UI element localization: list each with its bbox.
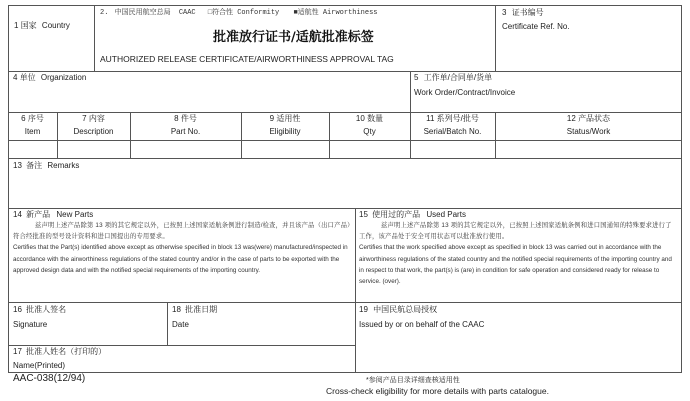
divider-org-workorder <box>410 71 411 112</box>
block-19-label-en: Issued by or on behalf of the CAAC <box>359 320 485 329</box>
block-13-label: 13 备注 Remarks <box>13 161 80 170</box>
date-field[interactable] <box>172 332 350 344</box>
cell-description[interactable] <box>58 141 129 157</box>
printed-name-field[interactable] <box>80 359 350 371</box>
signature-field[interactable] <box>60 318 160 342</box>
col-header-description: 7 内容 Description <box>73 114 114 136</box>
block-18-label-cn: 18 批准日期 <box>172 305 218 314</box>
block-14-statement: 兹声明上述产品除第 13 项的其它规定以外，已按照上述国家适航条例进行制造/检查，并且该产品（出口产品）符合经批准的型号设计资料和进口国提出的专用要求。 Certifies that the Part(s) identified above except as otherwise specified in block 13 was(were) manufactured/inspected in accordance with the airworthiness regulations of the stated country and/or in the case of parts to be exported with the approved design data and with the notified special requirements of the importing country. <box>13 222 351 274</box>
certificate-title-cn: 批准放行证书/适航批准标签 <box>213 30 374 45</box>
block-2-header: 2. 中国民用航空总局 CAAC □符合性 Conformity ■适航性 Airworthiness <box>100 9 378 17</box>
divider-row2 <box>8 112 682 113</box>
divider-block-16-18 <box>167 302 168 345</box>
divider-row1 <box>8 71 682 72</box>
block-16-label-en: Signature <box>13 320 48 329</box>
divider-blocks-14-15-vertical <box>355 208 356 373</box>
cell-serial-batch[interactable] <box>411 141 494 157</box>
form-code: AAC-038(12/94) <box>13 373 86 384</box>
organization-field[interactable] <box>13 86 403 108</box>
block-17-label-en: Name(Printed) <box>13 361 66 370</box>
block-19-label-cn: 19 中国民航总局授权 <box>359 305 438 314</box>
conformity-checkbox[interactable]: □符合性 Conformity <box>207 9 280 17</box>
block-14-label: 14 新产品 New Parts <box>13 210 94 219</box>
cell-eligibility[interactable] <box>242 141 328 157</box>
block-15-label: 15 使用过的产品 Used Parts <box>359 210 466 219</box>
col-header-serial-batch: 11 系列号/批号 Serial/Batch No. <box>423 114 482 136</box>
cell-qty[interactable] <box>330 141 409 157</box>
remarks-field[interactable] <box>13 173 673 205</box>
block-3-label-cn: 3 证书编号 <box>502 8 544 17</box>
cell-status-work[interactable] <box>496 141 680 157</box>
caac-authorization-field[interactable] <box>359 332 677 370</box>
col-header-eligibility: 9 适用性 Eligibility <box>269 114 301 136</box>
col-header-status-work: 12 产品状态 Status/Work <box>566 114 611 136</box>
checkbox-empty-icon: □ <box>207 9 213 17</box>
divider-col1 <box>94 5 95 71</box>
country-field[interactable] <box>20 36 80 52</box>
cell-part-no[interactable] <box>131 141 240 157</box>
col-header-item: 6 序号 Item <box>21 114 44 136</box>
divider-blocks-14-15 <box>8 302 682 303</box>
block-5-label-en: Work Order/Contract/Invoice <box>414 88 516 97</box>
divider-block-16-17 <box>8 345 355 346</box>
certificate-ref-field[interactable] <box>502 34 672 66</box>
divider-col3 <box>495 5 496 71</box>
block-3-label-en: Certificate Ref. No. <box>502 22 570 31</box>
work-order-field[interactable] <box>414 100 676 110</box>
airworthiness-checkbox[interactable]: ■适航性 Airworthiness <box>293 9 378 17</box>
checkbox-filled-icon: ■ <box>293 9 298 17</box>
block-18-label-en: Date <box>172 320 189 329</box>
divider-table-data <box>8 158 682 159</box>
divider-remarks <box>8 208 682 209</box>
col-header-part-no: 8 件号 Part No. <box>170 114 201 136</box>
cell-item[interactable] <box>9 141 56 157</box>
block-1-label: 1 国家 Country <box>14 21 70 30</box>
certificate-title-en: AUTHORIZED RELEASE CERTIFICATE/AIRWORTHINESS APPROVAL TAG <box>100 54 394 64</box>
footer-note-cn: *参阅产品目录详细查核适用性 <box>366 377 460 384</box>
block-15-statement: 兹声明上述产品除第 13 项的其它规定以外，已按照上述国家适航条例和进口国通知的特殊要求进行了工作，该产品处于安全可用状态可以批准放行使用。 Certifies that the work specified above except as specified in block 13 was carried out in accordance with the airworthiness regulations of the stated country and the notified special requirements of the importing country and in respect to that work, the part(s) is (are) in condition for safe operation and considered ready for release to service. (over). <box>359 222 672 286</box>
block-16-label-cn: 16 批准人签名 <box>13 305 67 314</box>
block-5-label-cn: 5 工作单/合同单/货单 <box>414 73 493 82</box>
block-17-label-cn: 17 批准人姓名（打印的） <box>13 347 107 356</box>
block-4-label: 4 单位 Organization <box>13 73 87 82</box>
col-header-qty: 10 数量 Qty <box>355 114 384 136</box>
footer-note-en: Cross-check eligibility for more details with parts catalogue. <box>326 386 549 396</box>
